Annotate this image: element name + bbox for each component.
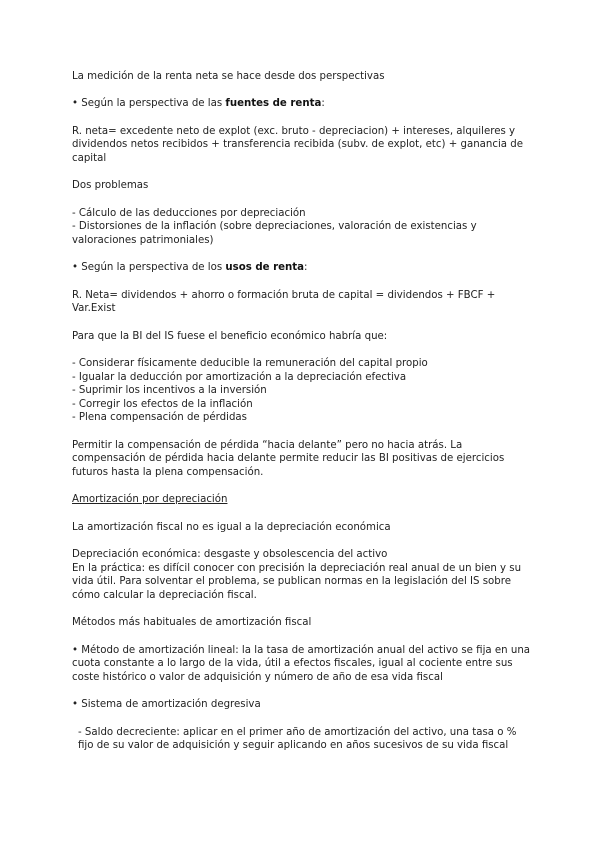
problemas-list [72, 207, 532, 248]
rneta-usos-paragraph: R. Neta= dividendos + ahorro o formación bruta de capital = dividendos + FBCF + Var.Exist [72, 289, 496, 315]
list-item: - Suprimir los incentivos a la inversión [72, 385, 267, 397]
saldo-decreciente-paragraph: - Saldo decreciente: aplicar en el primer año de amortización del activo, una tasa o % fijo de su valor de adquisición y seguir aplicando en años sucesivos de su vida fiscal [78, 726, 517, 752]
amortizacion-heading-text: Amortización por depreciación [72, 494, 228, 506]
list-item: - Igualar la deducción por amortización a la depreciación efectiva [72, 371, 407, 383]
depreciacion-block [72, 548, 532, 602]
intro-paragraph: La medición de la renta neta se hace desde dos perspectivas [72, 71, 385, 82]
usos-prefix: • Según la perspectiva de los [72, 262, 226, 274]
usos-suffix: : [304, 262, 308, 274]
permitir-paragraph: Permitir la compensación de pérdida “hacia delante” pero no hacia atrás. La compensación de pérdida hacia delante permite reducir las BI positivas de ejercicios futuros hasta la plena compensación. [72, 439, 505, 479]
fuentes-suffix: : [321, 98, 325, 110]
metodos-heading: Métodos más habituales de amortización fiscal [72, 617, 312, 629]
sistema-degresiva-heading: • Sistema de amortización degresiva [72, 699, 261, 711]
list-item: - Cálculo de las deducciones por depreciación [72, 207, 306, 219]
amortizacion-heading [72, 493, 532, 507]
metodo-lineal-paragraph: • Método de amortización lineal: la la tasa de amortización anual del activo se fija en una cuota constante a lo largo de la vida, útil a efectos fiscales, igual al cociente entre sus coste histórico o valor de adquisición y número de año de esa vida fiscal [72, 644, 531, 683]
usos-heading [72, 261, 532, 275]
rneta-fuentes-paragraph: R. neta= excedente neto de explot (exc. bruto - depreciacion) + intereses, alquileres y dividendos netos recibidos + transferencia recibida (subv. de explot, etc) + ganancia de capital [72, 125, 523, 164]
list-item: - Distorsiones de la inflación (sobre depreciaciones, valoración de existencias y valoraciones patrimoniales) [72, 221, 477, 246]
fuentes-prefix: • Según la perspectiva de las [72, 98, 226, 110]
dep-economica-line: Depreciación económica: desgaste y obsolescencia del activo [72, 549, 388, 561]
list-item: - Considerar físicamente deducible la remuneración del capital propio [72, 358, 428, 370]
list-item: - Plena compensación de pérdidas [72, 412, 247, 424]
document-page [72, 70, 532, 753]
para-que-paragraph: Para que la BI del IS fuese el beneficio económico habría que: [72, 330, 388, 342]
fuentes-bold: fuentes de renta [225, 98, 322, 110]
dos-problemas: Dos problemas [72, 180, 149, 192]
conditions-list [72, 357, 532, 425]
en-la-practica-text: En la práctica: es difícil conocer con precisión la depreciación real anual de un bien y su vida útil. Para solventar el problema, se publican normas en la legislación del IS sobre cómo calcular la depreciación fiscal. [72, 562, 522, 601]
amort-fiscal-paragraph: La amortización fiscal no es igual a la depreciación económica [72, 521, 391, 533]
fuentes-heading [72, 97, 532, 111]
usos-bold: usos de renta [225, 262, 305, 274]
list-item: - Corregir los efectos de la inflación [72, 398, 253, 410]
